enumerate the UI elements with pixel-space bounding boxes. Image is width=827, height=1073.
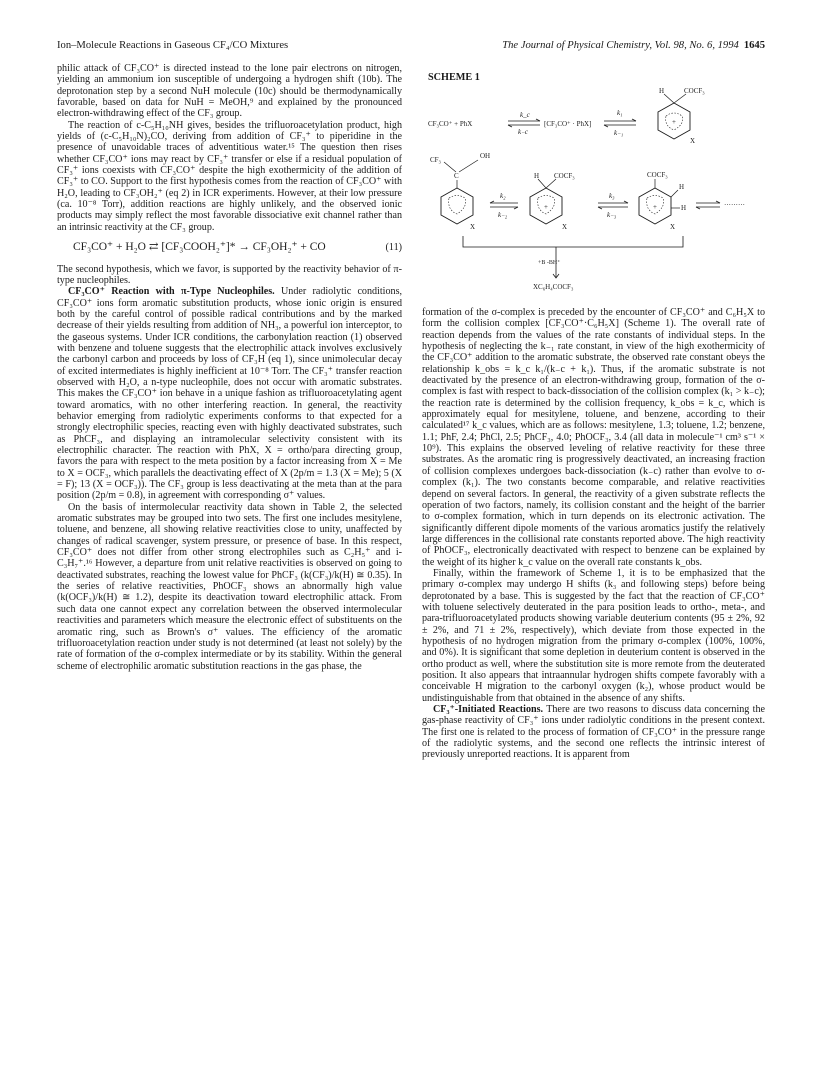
equation-body: CF₃CO⁺ + H₂O ⇄ [CF₃COOH₂⁺]* → CF₃OH₂⁺ + CO bbox=[73, 241, 326, 254]
product-label: XC₆H₄COCF₃ bbox=[533, 283, 574, 291]
h-label: H bbox=[681, 204, 687, 212]
cocf3-label: COCF₃ bbox=[647, 171, 668, 179]
page-number: 1645 bbox=[743, 40, 765, 51]
equilibrium-arrow-kc bbox=[508, 119, 540, 127]
oh-label: OH bbox=[480, 152, 491, 160]
k-minus-1-label: k₋₁ bbox=[614, 129, 624, 137]
equilibrium-arrow-k2 bbox=[490, 201, 518, 209]
sigma-complex-2 bbox=[530, 172, 575, 231]
right-column bbox=[422, 307, 765, 761]
x-label: X bbox=[470, 223, 476, 231]
kc-label: k_c bbox=[520, 111, 530, 119]
paragraph-body: Under radiolytic conditions, CF₃CO⁺ ions form aromatic substitution products, whose ionic origin is ensured both by the careful control of possible radical contributions and by the marked decrease of their yields resulting from addition of NH₃, a powerful ion interceptor, to the gaseous systems. Under ICR conditions, the carbonylation reaction (1) observed with benzene and toluene suggests that the electrophilic attack involves exclusively the carbonyl carbon and proceeds by loss of CF₃H (eq 1), since unimolecular decay of excited intermediates is highly inefficient at 10⁻⁸ Torr. The CF₃⁺ transfer reaction observed with H₂O, a n-type nucleophile, does not occur with aromatic substrates. This makes the CF₃CO⁺ ion behave in a unique fashion as trifluoroacetylating agent toward aromatics, with no other interfering reaction. In general, the reactivity behavior emerging from radiolytic experiments conforms to that expected for a strongly electrophilic species, reacting even with highly deactivated substrates, such as PhCF₃, and displaying an intramolecular selectivity consistent with its electrophilic character. The reaction with PhX, X = ortho/para directing group, favors the para with respect to the meta position by a factor increasing from X = Me to X = OCF₃, which parallels the deactivating effect of X (2p/m = 1.3 (X = Me); 5 (X = F); 13 (X = OCF₃)). The CF₃ group is less deactivating at the meta than at the para position (2p/m = 0.8), in agreement with corresponding σ⁺ values. bbox=[57, 286, 403, 502]
x-label: X bbox=[562, 223, 568, 231]
scheme-title: SCHEME 1 bbox=[428, 72, 480, 83]
carbon-label: C bbox=[454, 172, 459, 180]
h-label: H bbox=[679, 183, 685, 191]
journal-citation bbox=[502, 40, 765, 51]
scheme-1-diagram bbox=[428, 86, 768, 296]
paragraph: Finally, within the framework of Scheme 1, it is to be emphasized that the primary σ-complex may undergo H shifts (k₃ and following steps) before being deprotonated by a base. This is suggested by the fact that the reaction of CF₃CO⁺ with toluene selectively deuterated in the para position leads to ortho-, meta-, and para-trifluoroacetylated products showing variable deuterium contents (95 ± 2%, 92 ± 2%, and 71 ± 2%, respectively), which deviate from those expected in the hypothesis of no hydrogen migration from the primary σ-complex (100%, 100%, and 0%). It is significant that some depletion in deuterium content is observed in the ortho product as well, where the substitution site is more remote from the deuterated position. It also appears that intraannular hydrogen shifts compete favorably with a conceivable H migration to the carbonyl oxygen (k₂), whose product would be undistinguishable from that obtained in the absence of any shifts. bbox=[422, 567, 765, 704]
k-minus-2-label: k₋₂ bbox=[498, 211, 508, 219]
equilibrium-arrow-k1 bbox=[604, 119, 636, 127]
equation-number: (11) bbox=[385, 242, 402, 254]
h-label: H bbox=[659, 87, 665, 95]
k-minus-c-label: k₋c bbox=[518, 128, 528, 136]
k2-label: k₂ bbox=[500, 192, 506, 200]
plus-sign: + bbox=[672, 118, 676, 126]
paragraph: philic attack of CF₃CO⁺ is directed instead to the lone pair electrons on nitrogen, yielding an ammonium ion susceptible of undergoing a hydrogen shift (10b). The deprotonation step by a second NuH molecule (10c) should be thermodynamically favorable, based on data for NuH = MeOH,⁹ and explained by the pronounced electron-withdrawing effect of the CF₃ group. bbox=[57, 63, 402, 120]
h-label: H bbox=[534, 172, 540, 180]
x-label: X bbox=[670, 223, 676, 231]
cocf3-label: COCF₃ bbox=[554, 172, 575, 180]
left-column bbox=[57, 63, 402, 672]
collision-complex-label: [CF₃CO⁺ · PhX] bbox=[544, 120, 592, 128]
k3-label: k₃ bbox=[609, 192, 615, 200]
section-heading: CF₃⁺-Initiated Reactions. bbox=[433, 704, 544, 716]
paragraph: The second hypothesis, which we favor, is supported by the reactivity behavior of π-type nucleophiles. bbox=[57, 263, 402, 286]
running-header bbox=[57, 40, 765, 56]
paragraph-body: There are two reasons to discuss data concerning the gas-phase reactivity of CF₃⁺ ions under radiolytic conditions in the present context. The first one is related to the process of formation of CF₃CO⁺ in the pressure range of the radiolytic systems, and the second one reflects the intrinsic interest of previously unreported reactions. It is apparent from bbox=[422, 704, 765, 761]
k1-label: k₁ bbox=[617, 109, 623, 117]
cocf3-label: COCF₃ bbox=[684, 87, 705, 95]
equation-11 bbox=[57, 242, 402, 253]
journal-name: The Journal of Physical Chemistry, Vol. 98, No. 6, 1994 bbox=[502, 40, 739, 51]
paragraph: On the basis of intermolecular reactivity data shown in Table 2, the selected aromatic substrates may be grouped into two sets. The first one includes mesitylene, toluene, and benzene, all showing relative reactivities close to unity, unaffected by changes of radical scavenger, system pressure, or presence of base. In this respect, CF₃CO⁺ does not differ from other strong electrophiles such as C₂H₅⁺ and i-C₃H₇⁺.¹⁶ However, a departure from unit relative reactivities is observed on going to deactivated substrates, reaching the lowest value for PhCF₃ (k(CF₃)/k(H) ≅ 0.35). In the series of relative reactivities, PhOCF₃ shows an abnormally high value (k(OCF₃)/k(H) ≅ 1.2), despite its deactivation toward electrophilic attack. From such data one cannot expect any correlation between the observed intermolecular reactivities and parameters which measure the electronic effect of substituents on the aromatic ring, such as Brown's σ⁺ values. The efficiency of the aromatic trifluoroacetylation reaction under study is not determined (at least not solely) by the rate of formation of the σ-complex intermediate or by its stability. Within the general scheme of electrophilic aromatic substitution reactions in the gas phase, the bbox=[57, 501, 402, 672]
plus-sign: + bbox=[653, 203, 657, 211]
reactants-label: CF₃CO⁺ + PhX bbox=[428, 120, 473, 128]
paragraph: The reaction of c-C₅H₁₀NH gives, besides the trifluoroacetylation product, high yields of (c-C₅H₁₀N)₂CO, deriving from addition of CF₃⁺ to piperidine in the presence of unavoidable traces of adventitious water.¹⁵ The question then rises whether CF₃CO⁺ ions may react by CF₃⁺ transfer or else if a residual population of CF₃⁺ ions coexists with CF₃CO⁺ despite the high exothermicity of the addition of CF₃⁺ to CO. Support to the first hypothesis comes from the reaction of CF₃CO⁺ with H₂O, leading to CF₃OH₂⁺ (eq 2) in ICR experiments. However, at their low pressure (ca. 10⁻⁸ Torr), addition reactions are highly unlikely, and the observed ionic products may simply reflect the most favorable dissociative exit channel rather than an intrinsic reactivity at the CF₃ group. bbox=[57, 119, 402, 233]
sigma-complex-3 bbox=[639, 171, 686, 231]
sigma-complex-1 bbox=[658, 87, 705, 145]
ellipsis: ········· bbox=[724, 201, 745, 209]
x-label: X bbox=[690, 137, 696, 145]
cf3-label: CF₃ bbox=[430, 156, 442, 164]
equilibrium-arrow-k3 bbox=[598, 201, 628, 209]
k-minus-3-label: k₋₃ bbox=[607, 211, 617, 219]
paragraph: formation of the σ-complex is preceded by the encounter of CF₃CO⁺ and C₆H₅X to form the collision complex [CF₃CO⁺·C₆H₅X] (Scheme 1). The overall rate of reaction depends from the values of the rate constants of individual steps. In the hypothesis of neglecting the k₋₁ rate constant, in view of the high exothermicity of the CF₃CO⁺ addition to the aromatic substrate, the observed rate constant obeys the relationship k_obs = k_c k₁/(k₋c + k₁). Thus, if the aromatic substrate is not deactivated by the presence of an electron-withdrawing group, formation of the σ-complex is fast with respect to back-dissociation of the collision complex (k₁ > k₋c); the reaction rate is determined by the collision frequency, k_obs = k_c, which is approximately equal for mesitylene, toluene, and benzene, according to their calculated¹⁷ k_c values, which are as follows: mesitylene, 1.3; toluene, 1.2; benzene, 1.1; PhF, 2.4; PhCl, 2.5; PhCF₃, 4.0; PhOCF₃, 3.4 (all data in molecule⁻¹ cm³ s⁻¹ × 10⁹). This explains the observed leveling of relative reactivity for these three substrates. As the aromatic ring is progressively deactivated, an increasing fraction of collision complexes undergoes back-dissociation (k₋c) rather than evolve to σ-complex (k₁). The two constants become comparable, and relative reactivities depend on several factors. In general, the reactivity of a given substrate reflects the operation of two factors, namely, its collision constant and the height of the barrier to σ-complex formation, which in turn depends on its electronic activation. The significantly different dipole moments of the various aromatics justify the relatively large differences in the collisional rate constants reported above. The high reactivity of PhOCF₃, electronically deactivated with respect to benzene can be explained by the weight of its higher k_c value on the overall rate constants k_obs. bbox=[422, 307, 765, 568]
running-title: Ion–Molecule Reactions in Gaseous CF₄/CO Mixtures bbox=[57, 40, 289, 51]
o-protonated-complex bbox=[430, 152, 490, 231]
plus-sign: + bbox=[544, 203, 548, 211]
base-label: +B -BH⁺ bbox=[538, 260, 561, 266]
equilibrium-arrow-further bbox=[696, 201, 720, 209]
deprotonation-bracket bbox=[463, 236, 683, 278]
section-heading: CF₃CO⁺ Reaction with π-Type Nucleophiles. bbox=[68, 286, 275, 298]
